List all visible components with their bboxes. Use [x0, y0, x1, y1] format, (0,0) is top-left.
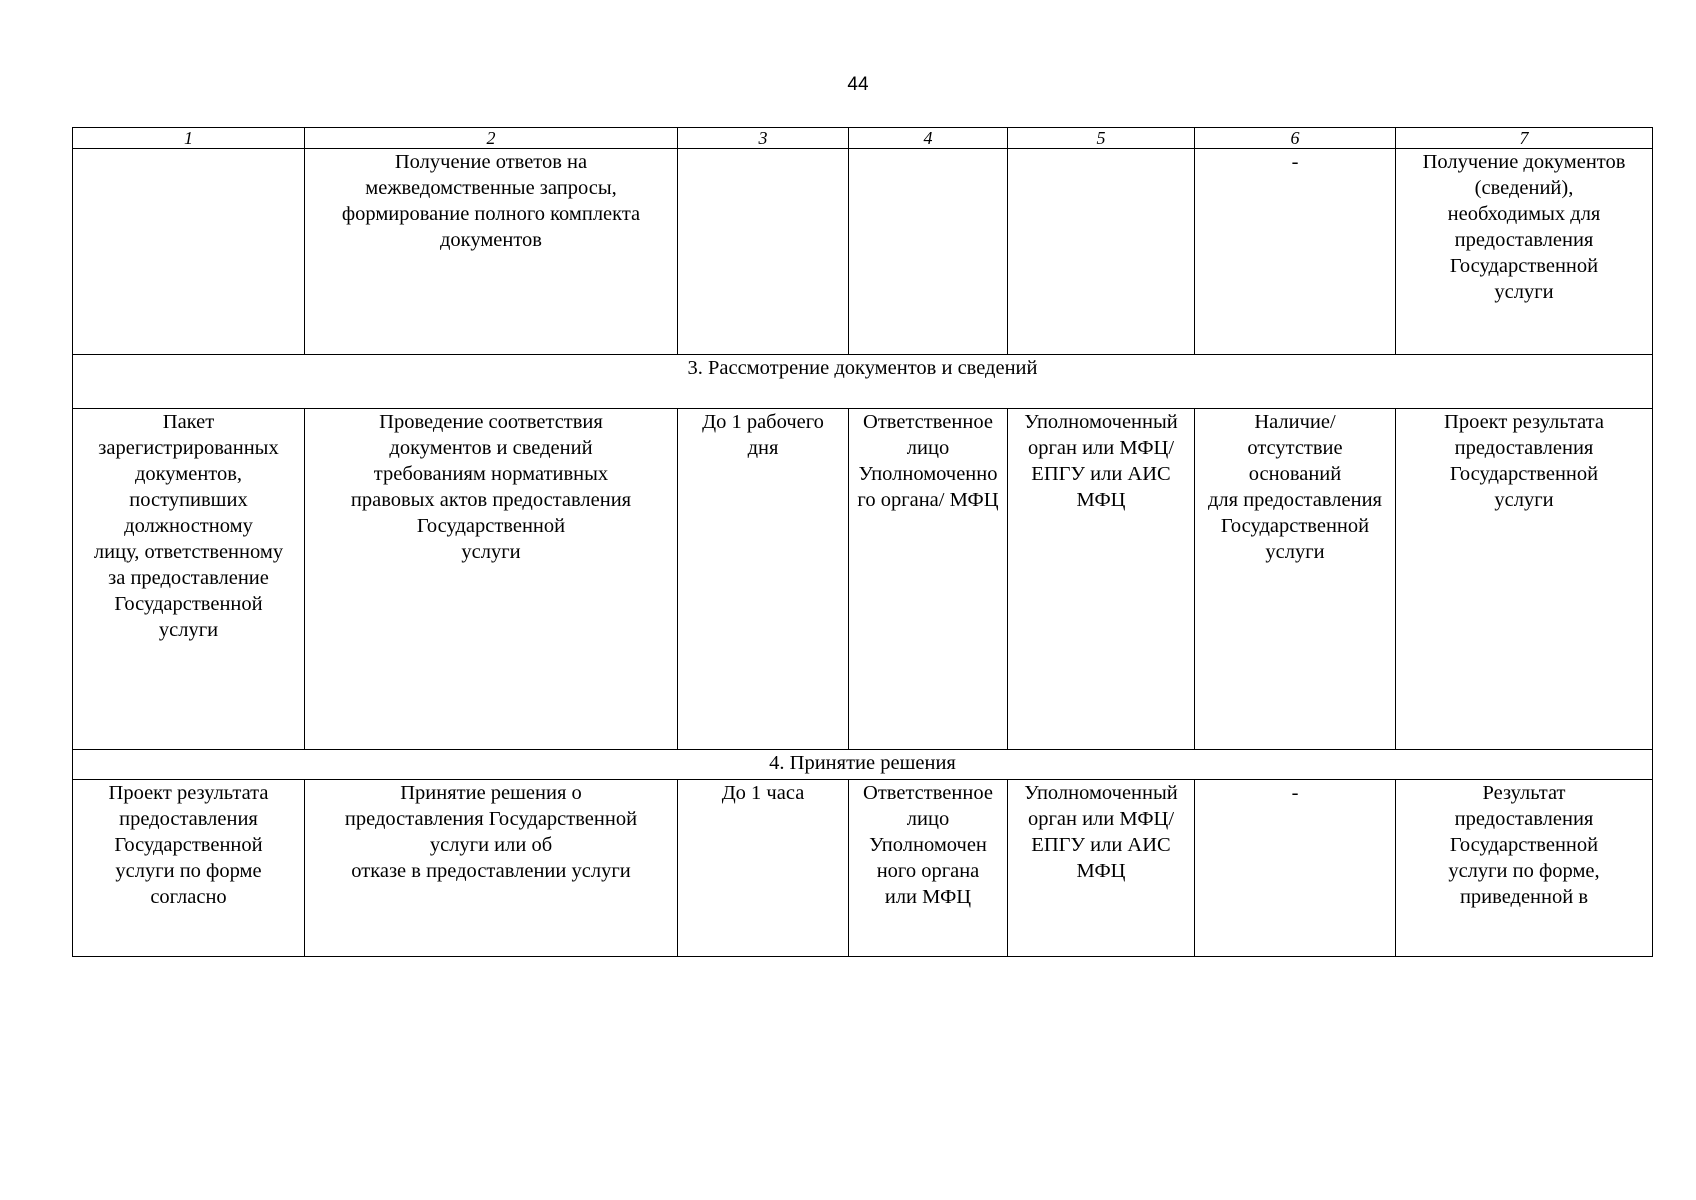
table-cell: Принятие решения о предоставления Государственной услуги или об отказе в предоставлении услуги: [305, 780, 678, 957]
table-cell: [1008, 149, 1195, 355]
table-cell: Проект результата предоставления Государственной услуги: [1396, 409, 1653, 750]
table-cell: Получение документов (сведений), необходимых для предоставления Государственной услуги: [1396, 149, 1653, 355]
column-number: 4: [849, 128, 1008, 149]
table-cell: Наличие/ отсутствие оснований для предоставления Государственной услуги: [1195, 409, 1396, 750]
process-table: [72, 127, 1653, 957]
table-cell: До 1 рабочего дня: [678, 409, 849, 750]
column-number: 1: [73, 128, 305, 149]
table-cell: [73, 149, 305, 355]
table-cell: Получение ответов на межведомственные запросы, формирование полного комплекта документов: [305, 149, 678, 355]
column-number: 6: [1195, 128, 1396, 149]
table-cell: [849, 149, 1008, 355]
table-cell: Пакет зарегистрированных документов, поступивших должностному лицу, ответственному за предоставление Государственной услуги: [73, 409, 305, 750]
table-cell: Уполномоченный орган или МФЦ/ ЕПГУ или АИС МФЦ: [1008, 409, 1195, 750]
section-row: [73, 750, 1653, 780]
table-cell: Проект результата предоставления Государственной услуги по форме согласно: [73, 780, 305, 957]
table-cell: -: [1195, 149, 1396, 355]
column-number-row: [73, 128, 1653, 149]
table-row: [73, 149, 1653, 355]
table-row: [73, 409, 1653, 750]
table-cell: Ответственное лицо Уполномоченно го органа/ МФЦ: [849, 409, 1008, 750]
column-number: 7: [1396, 128, 1653, 149]
table-cell: До 1 часа: [678, 780, 849, 957]
table-row: [73, 780, 1653, 957]
table-cell: Проведение соответствия документов и сведений требованиям нормативных правовых актов предоставления Государственной услуги: [305, 409, 678, 750]
table-cell: Ответственное лицо Уполномочен ного органа или МФЦ: [849, 780, 1008, 957]
column-number: 2: [305, 128, 678, 149]
table-cell: Уполномоченный орган или МФЦ/ ЕПГУ или АИС МФЦ: [1008, 780, 1195, 957]
section-row: [73, 355, 1653, 409]
column-number: 3: [678, 128, 849, 149]
column-number: 5: [1008, 128, 1195, 149]
table-cell: [678, 149, 849, 355]
page-number: 44: [847, 74, 869, 95]
section-title: 4. Принятие решения: [73, 750, 1653, 780]
table-cell: -: [1195, 780, 1396, 957]
section-title: 3. Рассмотрение документов и сведений: [73, 355, 1653, 409]
table-cell: Результат предоставления Государственной услуги по форме, приведенной в: [1396, 780, 1653, 957]
